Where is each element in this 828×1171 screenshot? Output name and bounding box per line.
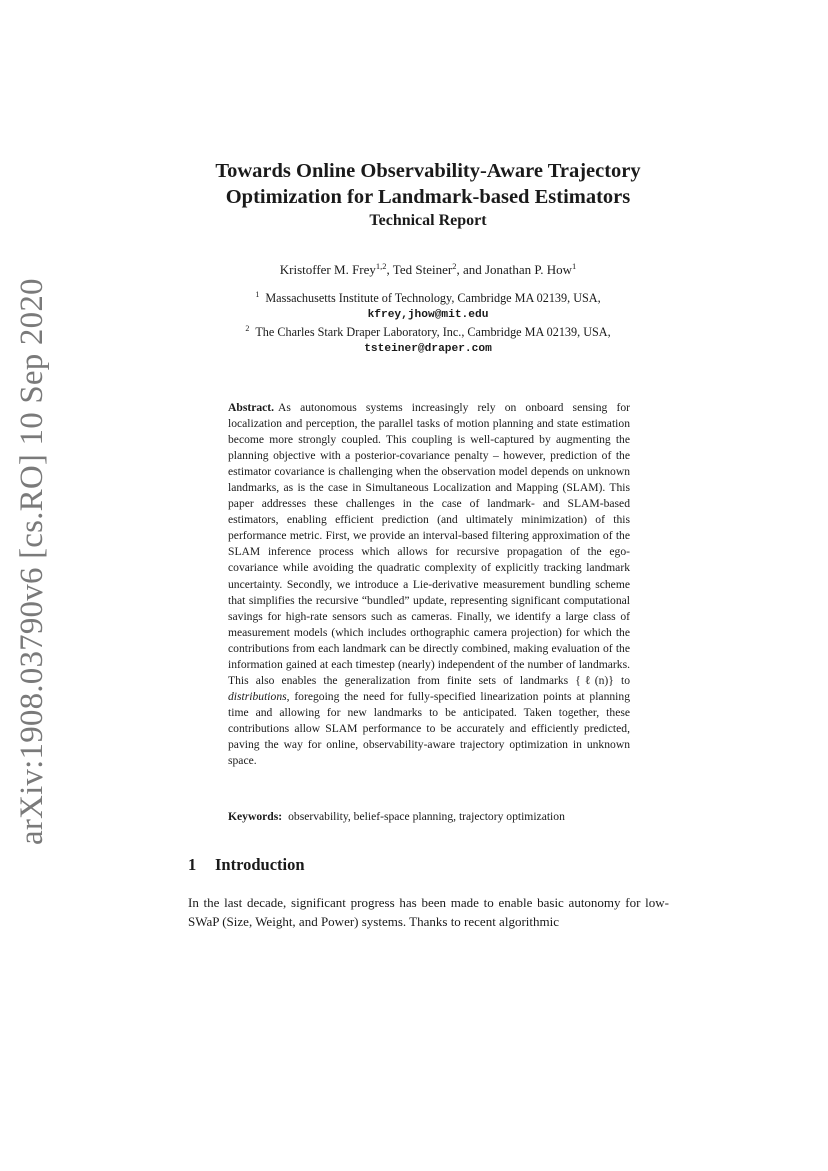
section-number: 1 bbox=[188, 855, 197, 874]
keywords bbox=[228, 810, 638, 823]
affiliation-email: kfrey,jhow@mit.edu bbox=[367, 309, 489, 321]
affiliation-2 bbox=[150, 324, 706, 341]
author-affil-mark: 1 bbox=[572, 261, 577, 271]
affiliation-text: Massachusetts Institute of Technology, Cambridge MA 02139, USA, bbox=[265, 291, 601, 305]
abstract-text: to bbox=[620, 673, 630, 687]
affiliation-1 bbox=[150, 290, 706, 307]
author-name: Ted Steiner bbox=[392, 262, 453, 277]
abstract-label: Abstract. bbox=[228, 401, 275, 414]
title-line-1: Towards Online Observability-Aware Trajectory bbox=[215, 160, 641, 182]
abstract bbox=[228, 400, 630, 769]
author-list bbox=[150, 262, 706, 278]
author-separator: , and bbox=[456, 262, 485, 277]
paper-subtitle: Technical Report bbox=[369, 212, 487, 229]
affiliation-email: tsteiner@draper.com bbox=[364, 343, 492, 355]
abstract-text: As autonomous systems increasingly rely on onboard sensing for localization and perception, the parallel tasks of motion planning and state estimation become more strongly coupled. This coupling is well-captured by augmenting the planning objective with a posterior-covariance penalty – however, prediction of the estimator covariance is challenging when the observation model depends on unknown landmarks, as is the case in Simultaneous Localization and Mapping (SLAM). This paper addresses these challenges in the case of landmark- and SLAM-based estimators, enabling efficient prediction (and ultimately minimization) of this performance metric. First, we provide an interval-based filtering approximation of the SLAM inference process which allows for recursive propagation of the ego-covariance while avoiding the quadratic complexity of explicitly tracking landmark uncertainty. Secondly, we introduce a Lie-derivative measurement bundling scheme that simplifies the recursive “bundled” update, representing significant computational savings for high-rate sensors such as cameras. Finally, we identify a large class of measurement models (which includes orthographic camera projection) for which the contributions from each landmark can be directly combined, making evaluation of the information gained at each timestep (nearly) independent of the number of landmarks. This also enables the generalization from finite sets of landmarks bbox=[228, 401, 630, 687]
section-heading bbox=[188, 855, 305, 875]
author-separator: , bbox=[386, 262, 393, 277]
abstract-emphasis: distributions bbox=[228, 689, 287, 703]
author-affil-mark: 1,2 bbox=[375, 261, 387, 271]
affiliations bbox=[150, 290, 706, 358]
keywords-text: observability, belief-space planning, trajectory optimization bbox=[288, 810, 565, 823]
paper-title bbox=[150, 158, 706, 210]
title-block bbox=[150, 158, 706, 230]
title-line-2: Optimization for Landmark-based Estimators bbox=[225, 186, 631, 208]
body-paragraph: In the last decade, significant progress has been made to enable basic autonomy for low-SWaP (Size, Weight, and Power) systems. Thanks to recent algorithmic bbox=[188, 895, 669, 929]
keywords-label: Keywords: bbox=[228, 810, 283, 823]
affiliation-mark: 1 bbox=[255, 290, 260, 299]
affiliation-mark: 2 bbox=[245, 324, 250, 333]
arxiv-identifier: arXiv:1908.03790v6 [cs.RO] 10 Sep 2020 bbox=[14, 278, 50, 845]
abstract-text: , foregoing the need for fully-specified linearization points at planning time and allowing for new landmarks to be anticipated. Taken together, these contributions allow SLAM performance to be accurately and efficiently predicted, paving the way for online, observability-aware trajectory optimization in unknown space. bbox=[228, 689, 630, 768]
author-name: Kristoffer M. Frey bbox=[279, 262, 376, 277]
section-title: Introduction bbox=[215, 855, 305, 874]
abstract-math: {ℓ(n)} bbox=[575, 673, 614, 687]
author-affil-mark: 2 bbox=[452, 261, 457, 271]
affiliation-text: The Charles Stark Draper Laboratory, Inc., Cambridge MA 02139, USA, bbox=[255, 325, 611, 339]
author-name: Jonathan P. How bbox=[484, 262, 572, 277]
